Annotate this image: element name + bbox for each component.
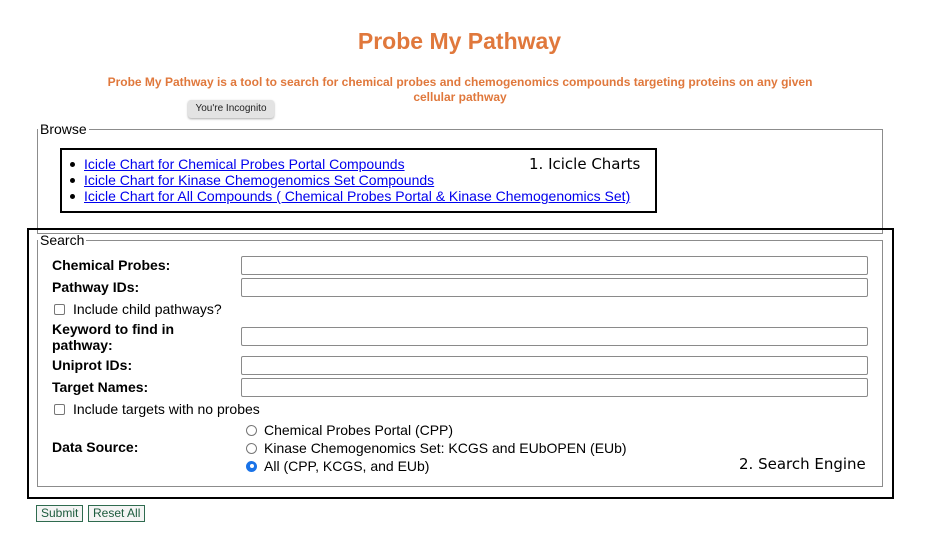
radio-all-label: All (CPP, KCGS, and EUb) xyxy=(264,458,430,474)
icicle-chart-kcgs-link[interactable]: Icicle Chart for Kinase Chemogenomics Set Compounds xyxy=(84,172,435,188)
target-names-label: Target Names: xyxy=(52,379,149,395)
data-source-option[interactable] xyxy=(246,422,453,438)
incognito-badge: You're Incognito xyxy=(188,100,274,118)
keyword-input[interactable] xyxy=(241,327,868,346)
search-legend: Search xyxy=(40,232,85,248)
icicle-chart-all-link[interactable]: Icicle Chart for All Compounds ( Chemical Probes Portal & Kinase Chemogenomics Set) xyxy=(84,188,631,204)
list-item xyxy=(66,188,630,204)
keyword-label-line1: Keyword to find in xyxy=(52,321,175,337)
page-subtitle: Probe My Pathway is a tool to search for chemical probes and chemogenomics compounds targeting proteins on any given cellular pathway xyxy=(107,75,813,104)
include-no-probes-label: Include targets with no probes xyxy=(73,401,260,417)
page-title: Probe My Pathway xyxy=(357,28,562,54)
list-item xyxy=(66,172,630,188)
pathway-ids-input[interactable] xyxy=(241,278,868,297)
keyword-label xyxy=(52,321,174,353)
uniprot-ids-label: Uniprot IDs: xyxy=(52,357,133,373)
pathway-ids-label: Pathway IDs: xyxy=(52,279,140,295)
radio-kcgs-label: Kinase Chemogenomics Set: KCGS and EUbOPEN (EUb) xyxy=(264,440,627,456)
include-no-probes-row xyxy=(54,401,260,417)
radio-kcgs[interactable] xyxy=(246,443,257,454)
include-child-pathways-label: Include child pathways? xyxy=(73,301,222,317)
icicle-chart-cpp-link[interactable]: Icicle Chart for Chemical Probes Portal Compounds xyxy=(84,156,405,172)
browse-legend: Browse xyxy=(40,121,87,137)
target-names-input[interactable] xyxy=(241,378,868,397)
data-source-option[interactable] xyxy=(246,458,429,474)
icicle-charts-annotation-label: 1. Icicle Charts xyxy=(529,155,641,173)
data-source-label: Data Source: xyxy=(52,439,139,455)
submit-button[interactable]: Submit xyxy=(36,505,83,522)
chemical-probes-input[interactable] xyxy=(241,256,868,275)
uniprot-ids-input[interactable] xyxy=(241,356,868,375)
include-child-pathways-row xyxy=(54,301,222,317)
include-child-pathways-checkbox[interactable] xyxy=(54,304,65,315)
radio-all[interactable] xyxy=(246,461,257,472)
include-no-probes-checkbox[interactable] xyxy=(54,404,65,415)
chemical-probes-label: Chemical Probes: xyxy=(52,257,171,273)
radio-cpp[interactable] xyxy=(246,425,257,436)
reset-all-button[interactable]: Reset All xyxy=(88,505,145,522)
search-engine-annotation-label: 2. Search Engine xyxy=(739,455,866,473)
radio-cpp-label: Chemical Probes Portal (CPP) xyxy=(264,422,454,438)
data-source-option[interactable] xyxy=(246,440,627,456)
keyword-label-line2: pathway: xyxy=(52,337,113,353)
